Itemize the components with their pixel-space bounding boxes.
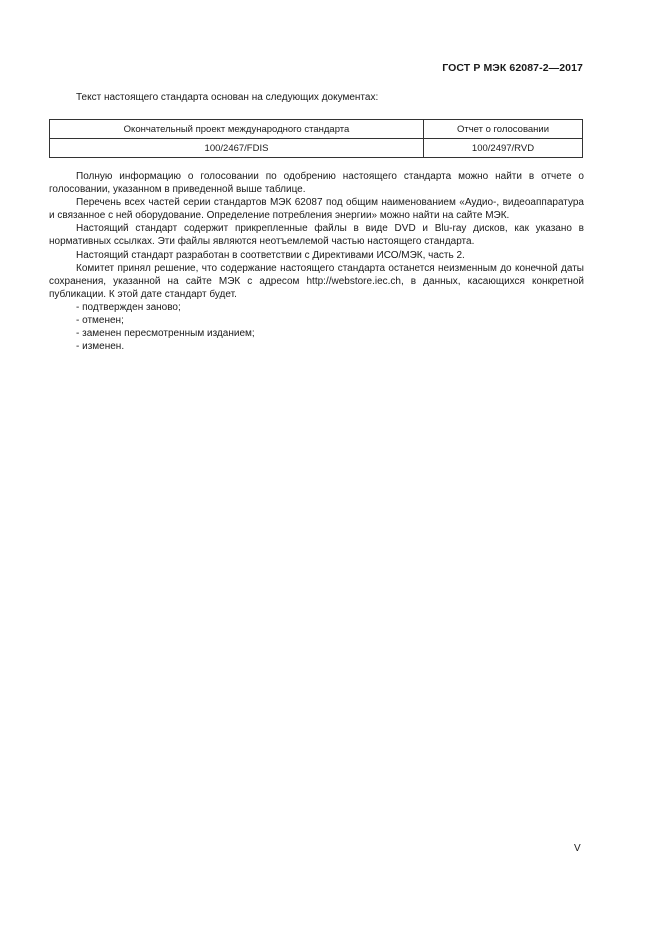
list-item: - заменен пересмотренным изданием; <box>76 328 255 340</box>
intro-text: Текст настоящего стандарта основан на следующих документах: <box>76 92 379 103</box>
paragraph-directives: Настоящий стандарт разработан в соответствии с Директивами ИСО/МЭК, часть 2. <box>76 249 465 261</box>
status-list <box>49 301 584 353</box>
table-row <box>50 139 583 158</box>
paragraph-attached-files: Настоящий стандарт содержит прикрепленные файлы в виде DVD и Blu-ray дисков, как указано в нормативных ссылках. Эти файлы являются неотъемлемой частью настоящего стандарта. <box>49 223 584 248</box>
document-code-header: ГОСТ Р МЭК 62087-2—2017 <box>442 62 583 74</box>
table-header-row <box>50 120 583 139</box>
table-cell-fdis: 100/2467/FDIS <box>50 139 424 158</box>
table-header-cell: Окончательный проект международного стандарта <box>50 120 424 139</box>
table-header-cell: Отчет о голосовании <box>424 120 583 139</box>
voting-documents-table <box>49 119 583 158</box>
page-number: V <box>574 843 581 854</box>
table-cell-rvd: 100/2497/RVD <box>424 139 583 158</box>
body-text <box>49 170 584 353</box>
paragraph-voting-info: Полную информацию о голосовании по одобрению настоящего стандарта можно найти в отчете о голосовании, указанном в приведенной выше таблице. <box>49 171 584 196</box>
paragraph-committee-decision: Комитет принял решение, что содержание настоящего стандарта останется неизменным до конечной даты сохранения, указанной на сайте МЭК с адресом http://webstore.iec.ch, в данных, касающихся конкретной публикации. К этой дате стандарт будет. <box>49 262 584 300</box>
list-item: - отменен; <box>76 315 124 327</box>
list-item: - изменен. <box>76 341 125 353</box>
list-item: - подтвержден заново; <box>76 301 181 313</box>
paragraph-series-list: Перечень всех частей серии стандартов МЭК 62087 под общим наименованием «Аудио-, видеоаппаратура и связанное с ней оборудование. Определение потребления энергии» можно найти на сайте МЭК. <box>49 197 584 222</box>
